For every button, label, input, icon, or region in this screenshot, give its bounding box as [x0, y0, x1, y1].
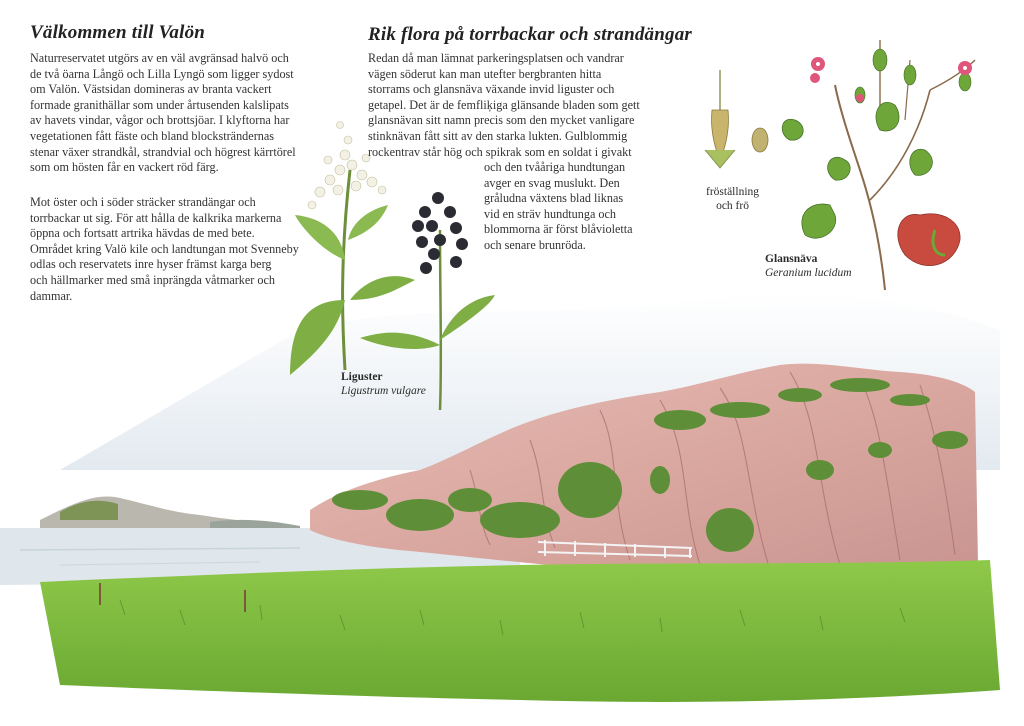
text-line: gråludna växtens blad liknas: [484, 191, 624, 206]
seed-capsule-illustration: [705, 70, 768, 168]
text-line: och senare brunröda.: [484, 237, 586, 252]
left-paragraph-2: [30, 195, 299, 304]
liguster-latin-name: Ligustrum vulgare: [341, 385, 426, 397]
text-line: blommorna är först blåvioletta: [484, 222, 633, 237]
text-line: av havets vindar, vågor och brottsjöar. I klyftorna har: [30, 113, 290, 128]
right-paragraph: [368, 51, 640, 160]
glansnava-caption: [765, 252, 852, 280]
right-title: Rik flora på torrbackar och strandängar: [368, 24, 692, 45]
glansnava-common-name: Glansnäva: [765, 253, 818, 265]
liguster-common-name: Liguster: [341, 371, 383, 383]
text-line: glansnävan sitt namn precis som den mycket vanligare: [368, 113, 635, 128]
text-line: stenar växer strandkål, strandvial och högrest kärrtörel: [30, 144, 296, 159]
frostallning-line-2: och frö: [716, 200, 749, 212]
text-line: storrams och glansnäva växande invid liguster och: [368, 82, 615, 97]
meadow: [40, 560, 1000, 702]
text-line: odlas och reservatets inre hyser främst karga berg: [30, 257, 272, 272]
text-line: getapel. Det är de femfliķiga glänsande bladen som gett: [368, 97, 640, 112]
text-line: Mot öster och i söder sträcker strandängar och: [30, 195, 256, 209]
text-line: Området kring Valö kile och landtungan mot Svenneby: [30, 241, 299, 256]
text-line: som om hösten får en vackert röd färg.: [30, 160, 219, 175]
text-line: om Valön. Västsidan domineras av branta vackert: [30, 82, 272, 97]
text-line: öppna och fortsatt artrika hävdas de med bete.: [30, 226, 255, 241]
text-line: formade granithällar som under årtusenden kalslipats: [30, 97, 289, 112]
right-paragraph-continued: [484, 160, 633, 254]
text-line: de två öarna Långö och Lilla Lyngö som ligger sydost: [30, 66, 294, 81]
text-line: vid en sträv hundtunga och: [484, 206, 617, 221]
text-line: och den tvååriga hundtungan: [484, 160, 626, 174]
liguster-caption: [341, 370, 426, 398]
glansnava-latin-name: Geranium lucidum: [765, 267, 852, 279]
text-line: vägen söderut kan man utefter bergbranten hitta: [368, 66, 602, 81]
left-paragraph-1: [30, 51, 296, 176]
text-line: Naturreservatet utgörs av en väl avgränsad halvö och: [30, 51, 289, 65]
frostallning-line-1: fröställning: [706, 186, 760, 198]
text-line: dammar.: [30, 288, 73, 303]
text-line: stinknävan fått sitt av den starka lukten. Gulblommig: [368, 128, 628, 143]
text-line: avger en svag muslukt. Den: [484, 175, 620, 190]
text-line: vegetationen fått fäste och bland blocksträndernas: [30, 128, 274, 143]
left-title: Välkommen till Valön: [30, 22, 206, 43]
frostallning-caption: [706, 185, 759, 213]
text-line: och hällmarker med små inprängda våtmarker och: [30, 272, 276, 287]
text-line: torrbackar ut sig. För att hålla de kalkrika markerna: [30, 210, 282, 225]
text-line: Redan då man lämnat parkeringsplatsen och vandrar: [368, 51, 624, 65]
text-line: rockentrav står hög och spikrak som en soldat i givakt: [368, 144, 632, 159]
